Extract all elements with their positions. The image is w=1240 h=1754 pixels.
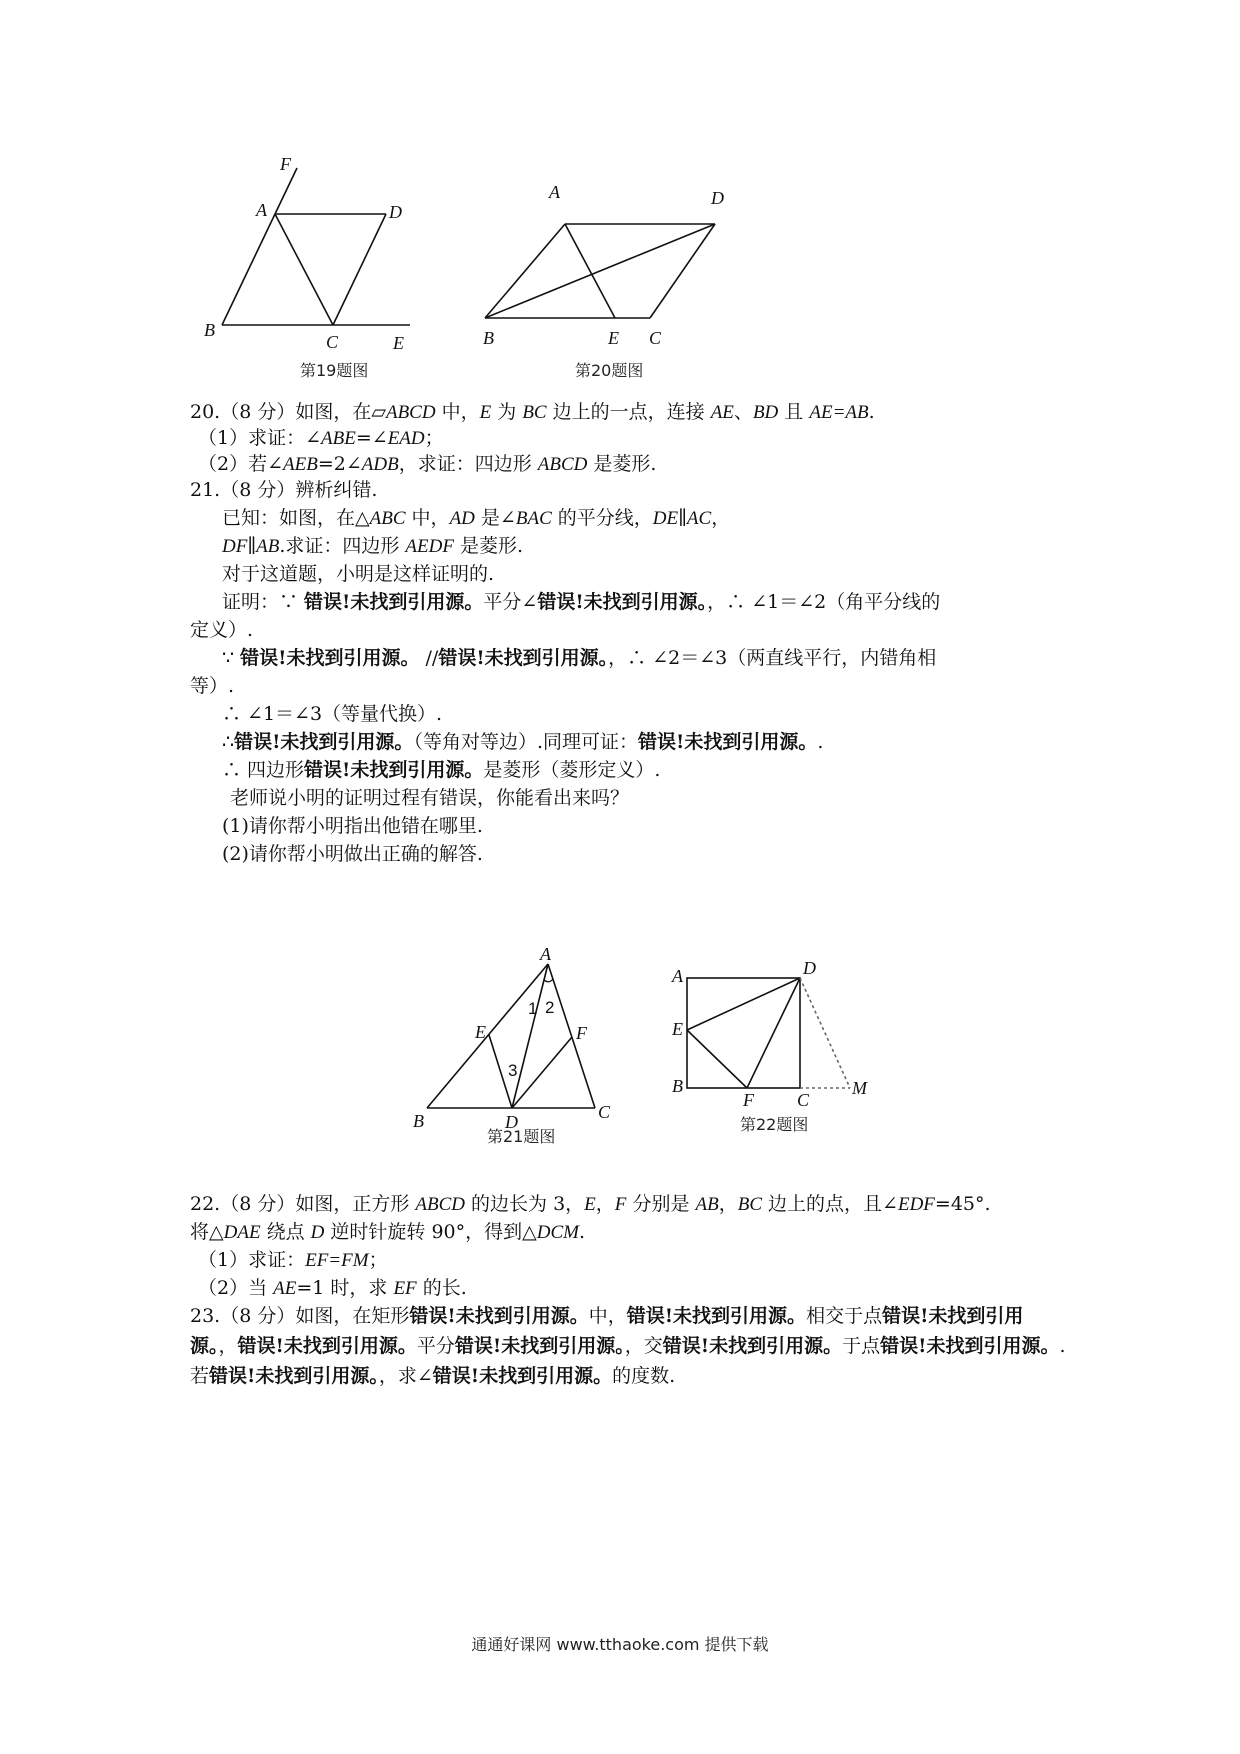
line-ef [687,1030,747,1088]
figure-19 [200,150,440,380]
q21-proof-line4: ∴错误!未找到引用源。（等角对等边）.同理可证：错误!未找到引用源。. [222,731,824,753]
label-e: E [393,333,404,353]
line-ac [275,214,333,325]
line-ac [548,964,595,1108]
label-a: A [549,182,560,202]
q21-proof-line3: ∴ ∠1＝∠3（等量代换）. [222,703,443,725]
line-dm [800,978,850,1088]
angle-3-label: 3 [508,1061,518,1080]
q21-proof-line5: ∴ 四边形错误!未找到引用源。是菱形（菱形定义）. [222,759,661,781]
q21-given-line2: DF∥AB.求证：四边形 AEDF 是菱形. [222,535,524,557]
line-ab [485,224,565,318]
page-footer: 通通好课网 www.tthaoke.com 提供下载 [471,1635,769,1654]
q21-proof-line1b: 定义）. [190,619,254,641]
q21-heading: 21.（8 分）辨析纠错. [190,479,378,501]
figure-21-diagram [405,944,625,1132]
caption-20: 第20题图 [575,361,644,380]
q22-part1: （1）求证：EF=FM； [198,1249,388,1271]
caption-22: 第22题图 [740,1115,809,1134]
square-abcd [687,978,800,1088]
q21-given-line1: 已知：如图，在△ABC 中，AD 是∠BAC 的平分线，DE∥AC， [222,507,731,529]
label-a: A [672,966,683,986]
label-m: M [852,1078,867,1098]
line-bd [485,224,715,318]
label-d: D [505,1112,518,1132]
q20-heading: 20.（8 分）如图，在▱ABCD 中，E 为 BC 边上的一点，连接 AE、BD 且 AE=AB. [190,401,875,423]
label-b: B [672,1076,683,1096]
label-b: B [204,320,215,340]
q21-proof-line2: ∵ 错误!未找到引用源。 //错误!未找到引用源。，∴ ∠2＝∠3（两直线平行，内错角相 [222,647,937,669]
label-a: A [256,200,267,220]
figure-22 [660,958,900,1134]
figure-21 [405,944,625,1146]
label-c: C [649,328,662,348]
label-f: F [280,154,291,174]
angle-1-label: 1 [528,999,538,1018]
figure-22-diagram [660,958,900,1110]
label-b: B [483,328,494,348]
label-d: D [803,958,816,978]
line-ab [222,214,275,325]
line-ae [565,224,615,318]
label-b: B [413,1111,424,1131]
q22-part2: （2）当 AE=1 时，求 EF 的长. [198,1277,467,1299]
angle-arc [544,979,553,982]
q21-proof-line2b: 等）. [190,675,235,697]
q21-teacher: 老师说小明的证明过程有错误，你能看出来吗？ [230,787,630,809]
line-af [275,168,297,214]
label-f: F [743,1090,754,1110]
q20-part2: （2）若∠AEB=2∠ADB，求证：四边形 ABCD 是菱形. [198,453,657,475]
label-c: C [598,1102,611,1122]
caption-21: 第21题图 [487,1127,556,1146]
label-e: E [672,1019,683,1039]
figure-20-diagram [483,182,815,360]
q22-line1: 22.（8 分）如图，正方形 ABCD 的边长为 3，E，F 分别是 AB，BC 边上的点，且∠EDF=45°. [190,1193,991,1215]
q20-part1: （1）求证：∠ABE=∠EAD； [198,427,444,449]
label-c: C [797,1090,810,1110]
q21-intro: 对于这道题，小明是这样证明的. [222,563,495,585]
q22-line2: 将△DAE 绕点 D 逆时针旋转 90°，得到△DCM. [190,1221,586,1243]
label-d: D [389,202,402,222]
q21-ask2: (2)请你帮小明做出正确的解答. [222,843,483,865]
label-a: A [540,944,551,964]
label-d: D [711,188,724,208]
caption-19: 第19题图 [300,361,369,380]
line-fd [747,978,800,1088]
figure-20 [483,182,815,380]
line-ed [687,978,800,1030]
angle-2-label: 2 [545,998,555,1017]
q23-text: 23.（8 分）如图，在矩形错误!未找到引用源。中，错误!未找到引用源。相交于点错误!未找到引用源。，错误!未找到引用源。平分错误!未找到引用源。，交错误!未找到引用源。于点错误!未找到引用源。.若错误!未找到引用源。，求∠错误!未找到引用源。的度数. [190,1305,1066,1387]
figure-19-diagram [200,150,440,353]
label-e: E [608,328,619,348]
q21-proof-line1: 证明：∵ 错误!未找到引用源。平分∠错误!未找到引用源。，∴ ∠1＝∠2（角平分线的 [222,591,941,613]
q21-ask1: (1)请你帮小明指出他错在哪里. [222,815,483,837]
label-e: E [475,1022,486,1042]
line-dc [333,214,386,325]
label-c: C [326,332,339,352]
label-f: F [576,1023,587,1043]
